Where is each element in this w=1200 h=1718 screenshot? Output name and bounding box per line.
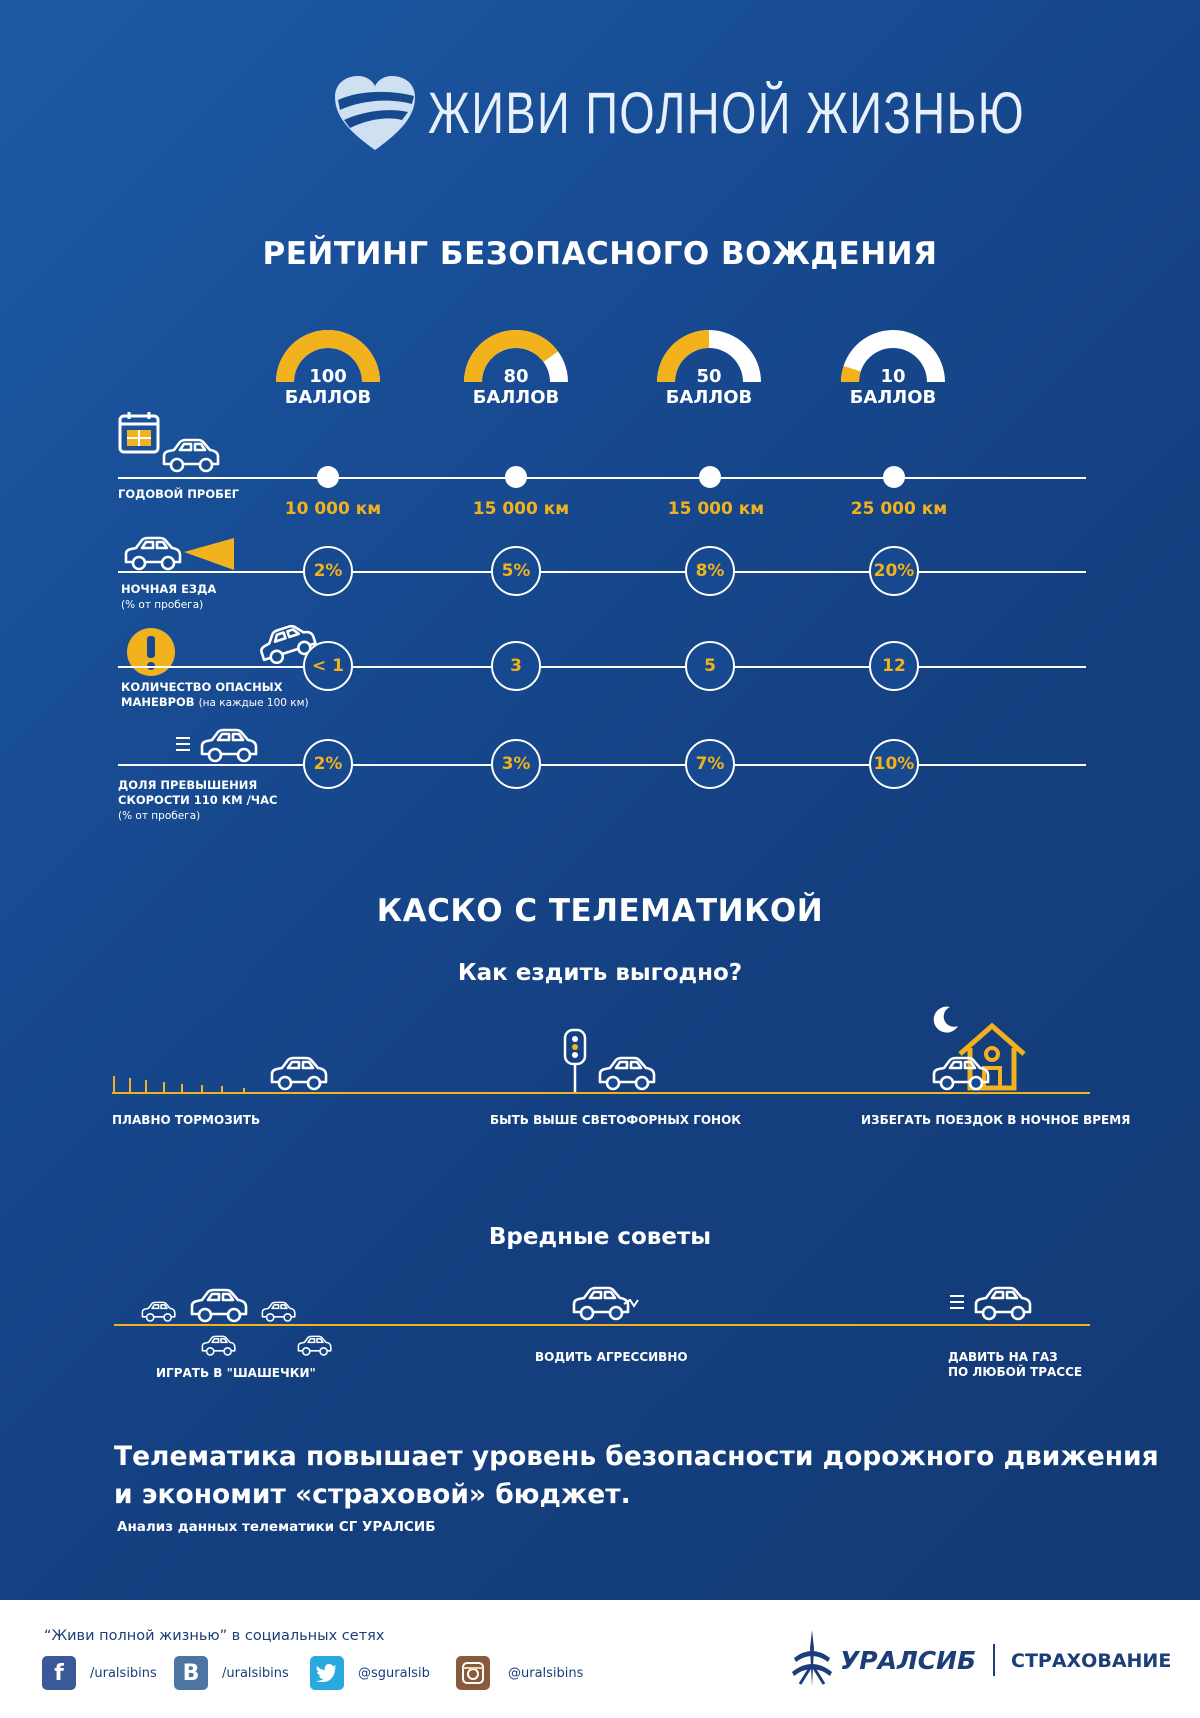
instagram-icon[interactable] bbox=[456, 1656, 490, 1690]
maneuvers-label: КОЛИЧЕСТВО ОПАСНЫХ МАНЕВРОВ (на каждые 100 км) bbox=[121, 680, 309, 709]
vk-icon[interactable]: B bbox=[174, 1656, 208, 1690]
speeding-value: 7% bbox=[685, 739, 735, 789]
divider bbox=[993, 1644, 995, 1676]
social-title: “Живи полной жизнью” в социальных сетях bbox=[44, 1628, 385, 1644]
speeding-value: 3% bbox=[491, 739, 541, 789]
night-label: НОЧНАЯ ЕЗДА (% от пробега) bbox=[121, 582, 217, 611]
night-value: 5% bbox=[491, 546, 541, 596]
mileage-dot-2 bbox=[699, 466, 721, 488]
mileage-line bbox=[118, 477, 1086, 479]
night-value: 8% bbox=[685, 546, 735, 596]
tip-traffic-light-races: БЫТЬ ВЫШЕ СВЕТОФОРНЫХ ГОНОК bbox=[490, 1113, 742, 1127]
car-icon bbox=[160, 436, 222, 474]
speeding-car-icon bbox=[948, 1284, 1038, 1324]
calendar-icon bbox=[118, 410, 162, 456]
speeding-label: ДОЛЯ ПРЕВЫШЕНИЯ СКОРОСТИ 110 КМ /ЧАС (% от пробега) bbox=[118, 778, 278, 822]
gauge-score-2: 50 БАЛЛОВ bbox=[665, 366, 753, 408]
mileage-label: ГОДОВОЙ ПРОБЕГ bbox=[118, 487, 240, 501]
facebook-icon[interactable]: f bbox=[42, 1656, 76, 1690]
mileage-dot-1 bbox=[505, 466, 527, 488]
car-icon bbox=[268, 1054, 330, 1092]
car-headlight-icon bbox=[122, 530, 237, 574]
speeding-car-icon bbox=[174, 726, 262, 766]
instagram-link[interactable]: @uralsibins bbox=[508, 1666, 584, 1681]
car-icon bbox=[930, 1054, 992, 1092]
night-line bbox=[118, 571, 1086, 573]
speeding-value: 2% bbox=[303, 739, 353, 789]
mileage-value: 25 000 км bbox=[850, 499, 948, 519]
maneuvers-value: 3 bbox=[491, 641, 541, 691]
night-value: 2% bbox=[303, 546, 353, 596]
maneuvers-value: < 1 bbox=[303, 641, 353, 691]
bad-tips-title: Вредные советы bbox=[488, 1224, 712, 1250]
mileage-value: 15 000 км bbox=[472, 499, 570, 519]
bad-tip-gas: ДАВИТЬ НА ГАЗ ПО ЛЮБОЙ ТРАССЕ bbox=[948, 1350, 1083, 1379]
traffic-light-icon bbox=[562, 1028, 588, 1094]
vk-link[interactable]: /uralsibins bbox=[222, 1666, 289, 1681]
checkers-cars-icon bbox=[140, 1280, 340, 1360]
division-name: СТРАХОВАНИЕ bbox=[1011, 1650, 1172, 1672]
mileage-value: 10 000 км bbox=[284, 499, 382, 519]
gauge-score-1: 80 БАЛЛОВ bbox=[472, 366, 560, 408]
twitter-icon[interactable] bbox=[310, 1656, 344, 1690]
uralsib-logo-icon bbox=[790, 1628, 834, 1688]
casco-subtitle: Как ездить выгодно? bbox=[457, 960, 743, 986]
rating-title: РЕЙТИНГ БЕЗОПАСНОГО ВОЖДЕНИЯ bbox=[262, 236, 938, 272]
tip-avoid-night: ИЗБЕГАТЬ ПОЕЗДОК В НОЧНОЕ ВРЕМЯ bbox=[861, 1113, 1131, 1127]
conclusion-source: Анализ данных телематики СГ УРАЛСИБ bbox=[117, 1519, 436, 1535]
tip-brake-smoothly: ПЛАВНО ТОРМОЗИТЬ bbox=[112, 1113, 261, 1127]
twitter-link[interactable]: @sguralsib bbox=[358, 1666, 430, 1681]
conclusion-text: Телематика повышает уровень безопасности дорожного движения и экономит «страховой» бюджет. bbox=[114, 1441, 1159, 1510]
night-value: 20% bbox=[869, 546, 919, 596]
braking-marks-icon bbox=[112, 1074, 272, 1094]
bad-tip-aggressive: ВОДИТЬ АГРЕССИВНО bbox=[535, 1350, 688, 1364]
car-icon bbox=[596, 1054, 658, 1092]
maneuvers-line bbox=[118, 666, 1086, 668]
company-name: УРАЛСИБ bbox=[840, 1646, 977, 1675]
mileage-value: 15 000 км bbox=[667, 499, 765, 519]
aggressive-car-icon bbox=[570, 1284, 640, 1324]
brand-title: ЖИВИ ПОЛНОЙ ЖИЗНЬЮ bbox=[428, 81, 1026, 146]
mileage-dot-3 bbox=[883, 466, 905, 488]
casco-title: КАСКО С ТЕЛЕМАТИКОЙ bbox=[376, 893, 824, 929]
footer bbox=[0, 1600, 1200, 1718]
maneuvers-value: 5 bbox=[685, 641, 735, 691]
facebook-link[interactable]: /uralsibins bbox=[90, 1666, 157, 1681]
speeding-value: 10% bbox=[869, 739, 919, 789]
gauge-score-3: 10 БАЛЛОВ bbox=[849, 366, 937, 408]
mileage-dot-0 bbox=[317, 466, 339, 488]
warning-icon bbox=[125, 626, 177, 678]
brand-logo-icon bbox=[330, 72, 420, 152]
speeding-line bbox=[118, 764, 1086, 766]
gauge-score-0: 100 БАЛЛОВ bbox=[284, 366, 372, 408]
bad-tip-checkers: ИГРАТЬ В "ШАШЕЧКИ" bbox=[156, 1366, 316, 1380]
maneuvers-value: 12 bbox=[869, 641, 919, 691]
